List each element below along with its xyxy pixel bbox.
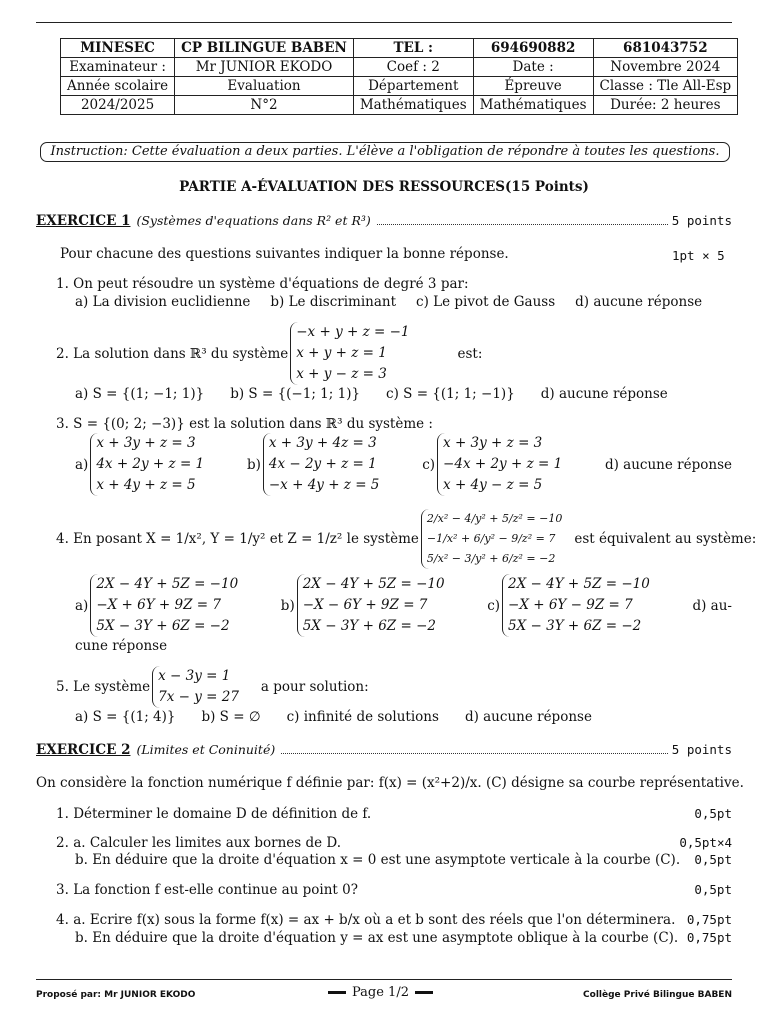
item-number: 4. bbox=[56, 912, 69, 928]
option: c) Le pivot de Gauss bbox=[416, 294, 556, 310]
q4-options bbox=[75, 574, 732, 637]
q2-text: 2. La solution dans ℝ³ du système bbox=[56, 345, 289, 362]
option-label: c) bbox=[422, 456, 436, 473]
header-cell: Coef : 2 bbox=[353, 58, 473, 77]
equation-system bbox=[263, 433, 380, 496]
option: d) aucune réponse bbox=[604, 456, 732, 473]
header-cell: N°2 bbox=[175, 96, 354, 115]
equation-system bbox=[290, 322, 409, 385]
header-cell: Année scolaire bbox=[61, 77, 175, 96]
ex2-item bbox=[75, 930, 732, 946]
equation: 7x − y = 27 bbox=[158, 689, 239, 705]
equation: 5X − 3Y + 6Z = −2 bbox=[508, 618, 642, 634]
header-row bbox=[61, 96, 738, 115]
option: b) S = ∅ bbox=[201, 709, 261, 725]
header-cell: 681043752 bbox=[593, 39, 738, 58]
top-rule bbox=[36, 22, 732, 23]
option: a) S = {(1; −1; 1)} bbox=[75, 386, 205, 402]
equation-system bbox=[152, 666, 239, 708]
option-label: a) bbox=[75, 456, 89, 473]
header-cell: TEL : bbox=[353, 39, 473, 58]
ex2-label: EXERCICE 2 bbox=[36, 742, 131, 758]
equation: 5X − 3Y + 6Z = −2 bbox=[302, 618, 436, 634]
equation: 4x + 2y + z = 1 bbox=[96, 456, 205, 472]
equation: 2X − 4Y + 5Z = −10 bbox=[508, 576, 650, 592]
header-row bbox=[61, 77, 738, 96]
option: c) infinité de solutions bbox=[286, 709, 439, 725]
q4-tail: cune réponse bbox=[75, 638, 168, 654]
header-cell: Mathématiques bbox=[353, 96, 473, 115]
ex2-item bbox=[56, 882, 732, 898]
equation: 2X − 4Y + 5Z = −10 bbox=[96, 576, 239, 592]
ex1-subtitle: (Systèmes d'equations dans R² et R³) bbox=[136, 213, 371, 228]
option: d) au- bbox=[692, 597, 732, 614]
q4-option-a bbox=[75, 574, 238, 637]
q3-option-a bbox=[75, 433, 204, 496]
q2-options bbox=[75, 386, 668, 402]
ex1-heading bbox=[36, 213, 732, 229]
item-points: 0,75pt bbox=[686, 912, 732, 927]
equation: −4x + 2y + z = 1 bbox=[443, 456, 563, 472]
q5-options bbox=[75, 709, 592, 725]
equation: x + 4y − z = 5 bbox=[443, 477, 543, 493]
item-text: La fonction f est-elle continue au point 0? bbox=[73, 882, 358, 898]
option: d) aucune réponse bbox=[575, 294, 703, 310]
ex1-label: EXERCICE 1 bbox=[36, 213, 131, 229]
option-label: b) bbox=[280, 597, 295, 614]
item-text: a. Calculer les limites aux bornes de D. bbox=[73, 835, 342, 851]
header-cell: Classe : Tle All-Esp bbox=[593, 77, 738, 96]
ex2-item bbox=[75, 852, 732, 868]
header-cell: Evaluation bbox=[175, 77, 354, 96]
header-cell: Mr JUNIOR EKODO bbox=[175, 58, 354, 77]
item-number: 1. bbox=[56, 806, 69, 822]
page-number: Page 1/2 bbox=[352, 985, 409, 1000]
equation: −X + 6Y − 9Z = 7 bbox=[508, 597, 633, 613]
equation-system bbox=[437, 433, 562, 496]
header-cell: Épreuve bbox=[473, 77, 593, 96]
q3-options bbox=[75, 433, 732, 496]
equation-system bbox=[502, 574, 650, 637]
item-points: 0,5pt bbox=[694, 852, 732, 867]
item-points: 0,5pt×4 bbox=[679, 835, 732, 850]
ex2-item bbox=[56, 806, 732, 822]
part-a-title bbox=[0, 179, 768, 195]
equation-system bbox=[90, 574, 238, 637]
option: c) S = {(1; 1; −1)} bbox=[386, 386, 515, 402]
q3-option-c bbox=[422, 433, 562, 496]
option: a) La division euclidienne bbox=[75, 294, 251, 310]
header-cell: 2024/2025 bbox=[61, 96, 175, 115]
ex2-subtitle: (Limites et Coninuité) bbox=[136, 742, 276, 757]
header-cell: Date : bbox=[473, 58, 593, 77]
dot-leader bbox=[281, 753, 668, 754]
header-row bbox=[61, 39, 738, 58]
item-text: Déterminer le domaine D de définition de f. bbox=[73, 806, 372, 822]
equation-system bbox=[297, 574, 445, 637]
equation: −x + y + z = −1 bbox=[296, 324, 410, 340]
part-a-title-text: PARTIE A-ÉVALUATION DES RESSOURCES bbox=[179, 179, 506, 195]
header-cell: Examinateur : bbox=[61, 58, 175, 77]
option-label: b) bbox=[246, 456, 261, 473]
option: d) aucune réponse bbox=[464, 709, 592, 725]
ex1-points: 5 points bbox=[671, 213, 732, 228]
option-label: c) bbox=[487, 597, 501, 614]
equation: 5/x² − 3/y² + 6/z² = −2 bbox=[426, 552, 556, 565]
item-text: a. Ecrire f(x) sous la forme f(x) = ax + b/x où a et b sont des réels que l'on déterminera. bbox=[73, 912, 676, 928]
equation-system bbox=[90, 433, 204, 496]
q2-block bbox=[56, 322, 482, 385]
item-points: 0,5pt bbox=[694, 882, 732, 897]
q1-options bbox=[75, 294, 702, 310]
equation: x + 3y + z = 3 bbox=[443, 435, 543, 451]
equation: x + y − z = 3 bbox=[296, 366, 387, 382]
equation: x + 4y + z = 5 bbox=[96, 477, 196, 493]
header-row bbox=[61, 58, 738, 77]
q4-block bbox=[56, 509, 756, 569]
q4-text: 4. En posant X = 1/x², Y = 1/y² et Z = 1/z² le système bbox=[56, 531, 419, 547]
item-number: 2. bbox=[56, 835, 69, 851]
equation: −X − 6Y + 9Z = 7 bbox=[302, 597, 428, 613]
q4-option-b bbox=[281, 574, 445, 637]
q1-text: 1. On peut résoudre un système d'équations de degré 3 par: bbox=[56, 276, 469, 292]
equation: −x + 4y + z = 5 bbox=[268, 477, 380, 493]
q4-option-c bbox=[487, 574, 650, 637]
option: b) S = {(−1; 1; 1)} bbox=[230, 386, 361, 402]
header-cell: Durée: 2 heures bbox=[593, 96, 738, 115]
header-cell: 694690882 bbox=[473, 39, 593, 58]
equation: 2/x² − 4/y² + 5/z² = −10 bbox=[426, 512, 563, 525]
q5-text: 5. Le système bbox=[56, 679, 151, 695]
item-text: b. En déduire que la droite d'équation y = ax est une asymptote oblique à la courbe (C). bbox=[75, 930, 679, 946]
header-cell: CP BILINGUE BABEN bbox=[175, 39, 354, 58]
ex2-item bbox=[56, 835, 732, 851]
q5-post: a pour solution: bbox=[260, 679, 369, 695]
dot-leader bbox=[377, 224, 668, 225]
equation: x + 3y + z = 3 bbox=[96, 435, 196, 451]
option: d) aucune réponse bbox=[540, 386, 668, 402]
page-bar-right bbox=[415, 991, 433, 994]
ex1-intro: Pour chacune des questions suivantes indiquer la bonne réponse. bbox=[60, 246, 509, 262]
option: a) S = {(1; 4)} bbox=[75, 709, 176, 725]
header-cell: Mathématiques bbox=[473, 96, 593, 115]
footer-page bbox=[328, 985, 433, 1000]
footer-rule bbox=[36, 979, 732, 980]
equation: 5X − 3Y + 6Z = −2 bbox=[96, 618, 230, 634]
equation: x + y + z = 1 bbox=[296, 345, 387, 361]
equation: −1/x² + 6/y² − 9/z² = 7 bbox=[426, 532, 556, 545]
equation: x + 3y + 4z = 3 bbox=[268, 435, 377, 451]
ex2-heading bbox=[36, 742, 732, 758]
equation: x − 3y = 1 bbox=[158, 668, 231, 684]
q4-post: est équivalent au système: bbox=[574, 531, 757, 547]
part-a-points: (15 Points) bbox=[505, 179, 589, 195]
header-table bbox=[60, 38, 738, 115]
q5-block bbox=[56, 666, 369, 708]
equation: −X + 6Y + 9Z = 7 bbox=[96, 597, 221, 613]
footer-school: Collège Privé Bilingue BABEN bbox=[583, 990, 732, 1000]
q3-option-b bbox=[247, 433, 379, 496]
header-cell: MINESEC bbox=[61, 39, 175, 58]
header-cell: Novembre 2024 bbox=[593, 58, 738, 77]
ex2-points: 5 points bbox=[671, 742, 732, 757]
ex2-item bbox=[56, 912, 732, 928]
option: b) Le discriminant bbox=[270, 294, 397, 310]
item-points: 0,5pt bbox=[694, 806, 732, 821]
header-cell: Département bbox=[353, 77, 473, 96]
item-number: 3. bbox=[56, 882, 69, 898]
ex2-intro: On considère la fonction numérique f définie par: f(x) = (x²+2)/x. (C) désigne sa courbe représentative. bbox=[36, 775, 744, 791]
footer-author: Proposé par: Mr JUNIOR EKODO bbox=[36, 990, 196, 1000]
option-label: a) bbox=[75, 597, 89, 614]
instruction-box: Instruction: Cette évaluation a deux parties. L'élève a l'obligation de répondre à toutes les questions. bbox=[40, 142, 730, 162]
item-text: b. En déduire que la droite d'équation x = 0 est une asymptote verticale à la courbe (C). bbox=[75, 852, 681, 868]
q2-post: est: bbox=[457, 345, 483, 362]
ex1-scale: 1pt × 5 bbox=[672, 248, 725, 263]
item-points: 0,75pt bbox=[686, 930, 732, 945]
equation-system bbox=[421, 509, 562, 569]
q3-text: 3. S = {(0; 2; −3)} est la solution dans ℝ³ du système : bbox=[56, 416, 433, 432]
equation: 2X − 4Y + 5Z = −10 bbox=[302, 576, 445, 592]
equation: 4x − 2y + z = 1 bbox=[268, 456, 377, 472]
page-bar-left bbox=[328, 991, 346, 994]
